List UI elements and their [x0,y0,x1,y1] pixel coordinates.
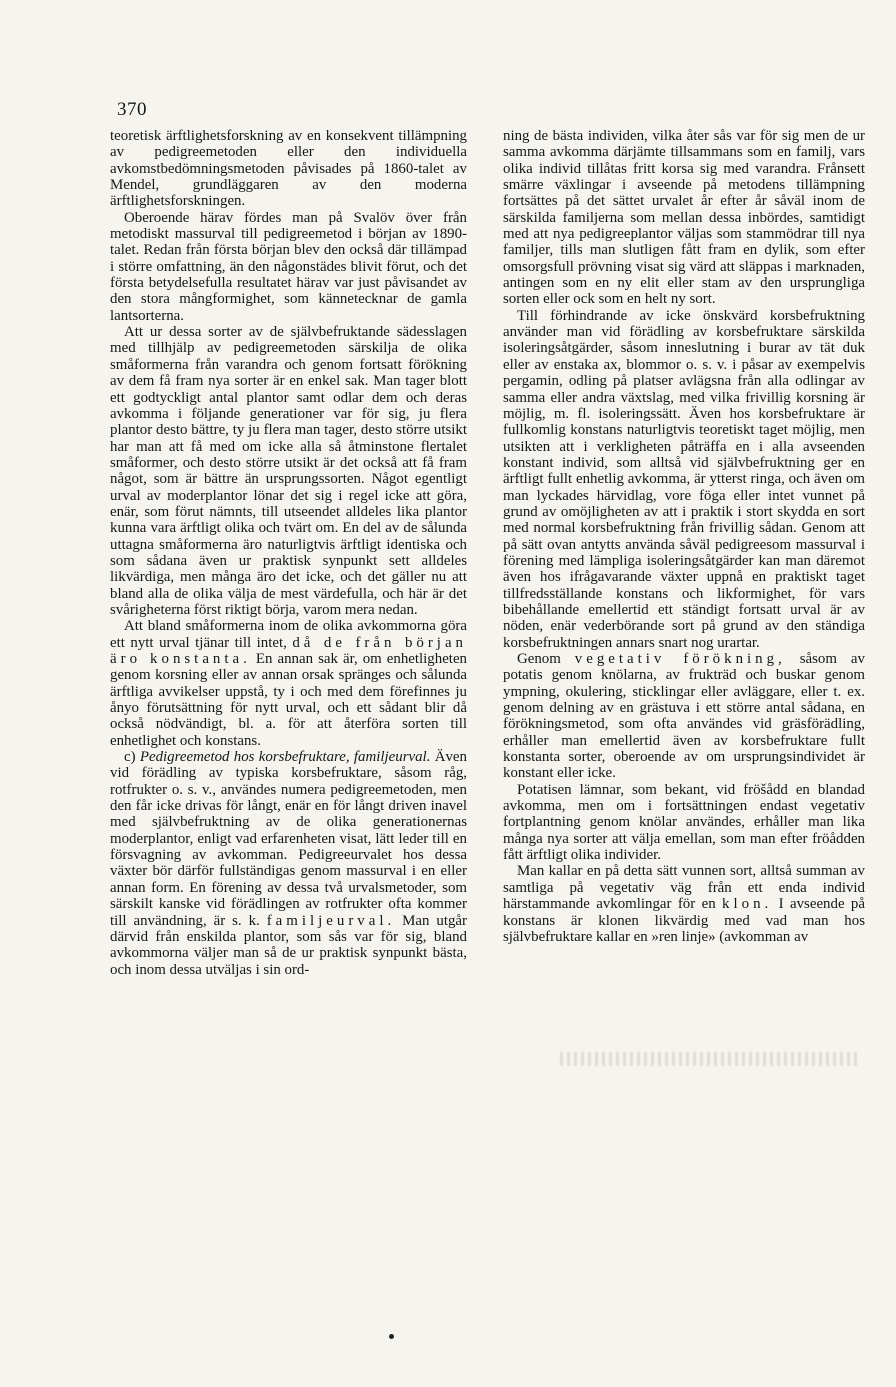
emphasized-text: familjeurval. [266,912,396,929]
text-run: En annan sak är, om enhetligheten genom korsning eller av annan orsak spränges och sålunda ärftliga avvikelser uppstå, ty i och med dem förefinnes ju ånyo förutsättning för nytt urval, och ett sådant blir då också nödvändigt, bl. a. för att återföra sorten till enhetlighet och konstans. [110,651,467,749]
paragraph: Att ur dessa sorter av de självbefruktande sädesslagen med tillhjälp av pedigreemetoden särskilja de olika småformerna från varandra och genom fortsatt förökning av dem få fram nya sorter är en enkel sak. Man tager blott ett godtyckligt antal plantor samt odlar dem och deras avkomma i följande generationer var för sig, ju flera plantor desto bättre, ty ju flera man tager, desto större utsikt har man att få med om icke alla så åtminstone flertalet småformer, och desto större utsikt är det också att få fram något, som är bättre än ursprungssorten. Något egentligt urval av moderplantor lönar det sig i regel icke att göra, enär, som förut nämnts, till utseendet alldeles lika plantor kunna vara ärftligt olika och tvärt om. En del av de sålunda uttagna småformerna äro naturligtvis ärftligt identiska och som sådana även ur praktisk synpunkt sett alldeles likvärdiga, men många äro det icke, och det gäller nu att bland alla de olika välja de mest värdefulla, och här är det svårigheterna först riktigt börja, varom mera nedan. [110,324,467,618]
ink-dot [389,1334,394,1339]
bleed-through-smudge [560,1052,860,1066]
paragraph [110,618,467,749]
paragraph: teoretisk ärftlighetsforskning av en konsekvent tillämpning av pedigreemetoden eller den individuella avkomstbedömningsmetoden påvisades på 1860-talet av Mendel, grundläggaren av den moderna ärftlighetsforskningen. [110,128,467,210]
text-run: Man utgår därvid från enskilda plantor, som sås var för sig, bland avkommorna väljer man så de ur praktisk synpunkt bästa, och inom dessa utväljas i sin ord- [110,912,468,978]
paragraph: ning de bästa individen, vilka åter sås var för sig men de ur samma avkomma därjämte tillsammans som en familj, vars olika individ tillåtas fritt korsa sig med varandra. Frånsett smärre växlingar i avseende på metodens tillämpning fortsättes på det sättet urvalet år efter år såväl inom de särskilda familjerna som mellan dessa inbördes, samtidigt med att nya pedigreeplantor väljas som stammödrar till nya familjer, tills man slutligen fått fram en dylik, som efter omsorgsfull prövning visat sig värd att släppas i marknaden, antingen som en ny elit eller stam av den ursprungliga sorten eller ock som en helt ny sort. [503,128,865,308]
section-label: c) [124,749,136,766]
paragraph [110,749,467,978]
paragraph: Till förhindrande av icke önskvärd korsbefruktning använder man vid förädling av korsbefruktare särskilda isoleringsåtgärder, såsom inneslutning i burar av tät duk eller av enstaka ax, blommor o. s. v. i påsar av exempelvis pergamin, odling på platser avlägsna från alla odlingar av samma eller andra växtslag, med vilka frivillig korsning är möjlig, m. fl. isoleringssätt. Även hos korsbefruktare är fullkomlig konstans naturligtvis teoretiskt taget möjlig, men utsikten att i verkligheten påträffa en i alla avseenden konstant individ, som alltså vid självbefruktning ger en ärftligt fullt enhetlig avkomma, är ytterst ringa, och även om man lyckades härvidlag, vore föga eller intet vunnet på grund av omöjligheten av att i praktik i stort skydda en sort med normal korsbefruktning från frivillig sådan. Genom att på sätt ovan antytts använda såväl pedigreesom massurval i förening med lämpliga isoleringsåtgärder kan man däremot även hos ifrågavarande växter uppnå en praktiskt taget tillfredsställande konstans och likformighet, för vars bibehållande emellertid ett ständigt fortsatt urval är av nöden, enär vederbörande sort på grund av den ständiga korsbefruktningen annars snart nog urartar. [503,307,865,651]
text-run: Att bland småformerna inom de olika avkommorna göra ett nytt urval tjänar till intet, [110,618,467,651]
paragraph: Potatisen lämnar, som bekant, vid fröšådd en blandad avkomma, men om i fortsättningen endast vegetativ fortplantning genom knölar användes, erhåller man lika många nya sorter att välja emellan, som man efter fröådden fått ärftligt olika individer. [503,781,865,864]
paragraph [503,651,865,782]
page-number: 370 [117,99,147,120]
text-run: Även vid förädling av typiska korsbefruktare, såsom råg, rotfrukter o. s. v., användes numera pedigreemetoden, men den får icke drivas för långt, enär en för långt driven inavel med självbefruktning av de olika generationernas moderplantor, enligt vad erfarenheten visat, lätt leder till en försvagning av avkomman. Pedigreeurvalet hos dessa växter bör därför fullständigas genom massurval i en eller annan form. En förening av dessa två urvalsmetoder, som särskilt kanske vid förädlingen av rotfrukter ofta kommer till användning, är s. k. [110,749,467,929]
emphasized-text: vegetativ förökning, [574,651,786,667]
left-column [110,128,467,978]
text-run: I avseende på konstans är klonen likvärdig med vad man hos självbefruktare kallar en »ren linje» (avkomman av [503,896,865,945]
right-column [503,128,865,945]
paragraph: Oberoende härav fördes man på Svalöv över från metodiskt massurval till pedigreemetod i början av 1890-talet. Redan från första början blev den också där tillämpad i större omfattning, än den någonstädes blivit förut, och det första betydelsefulla resultatet härav var just påvisandet av den stora mångformighet, som kännetecknar de gamla lantsorterna. [110,209,467,324]
text-run: såsom av potatis genom knölarna, av frukträd och buskar genom ympning, okulering, sticklingar eller avläggare, eller t. ex. genom delning av en grästuva i ett större antal sådana, en förökningsmetod, som ofta användes vid gräsförädling, erhåller man emellertid även av korsbefruktare fullt konstanta sorter, oberoende av om ursprungsindividet är konstant eller icke. [503,651,865,782]
text-run: Genom [517,651,561,667]
paragraph [503,863,865,945]
emphasized-text: klon. [722,896,773,913]
emphasized-text: då de från början äro konstanta. [110,634,467,667]
section-heading: Pedigreemetod hos korsbefruktare, familjeurval. [139,749,431,766]
text-run: Man kallar en på detta sätt vunnen sort, alltså summan av samtliga på vegetativ väg från ett enda individ härstammande avkomlingar för en [503,863,865,913]
